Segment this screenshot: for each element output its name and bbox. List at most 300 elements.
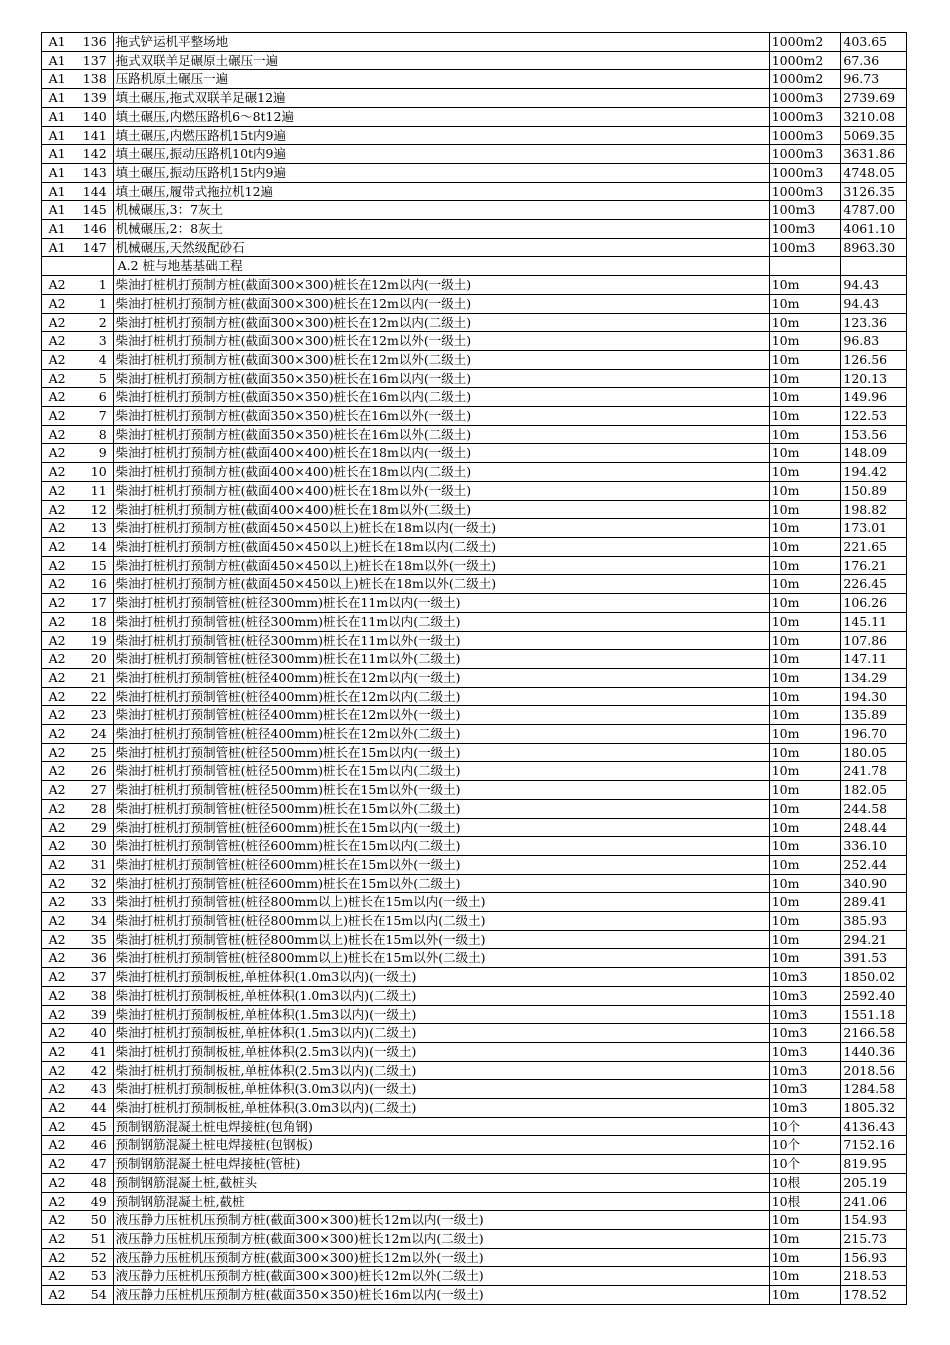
item-number: 37	[72, 968, 113, 987]
item-name: 柴油打桩机打预制管桩(桩径500mm)桩长在15m以内(二级土)	[113, 762, 769, 781]
unit: 10m	[769, 612, 841, 631]
item-name: 柴油打桩机打预制管桩(桩径500mm)桩长在15m以外(二级土)	[113, 799, 769, 818]
item-number: 46	[72, 1136, 113, 1155]
table-row	[42, 201, 907, 220]
table-row	[42, 332, 907, 351]
item-number: 44	[72, 1099, 113, 1118]
unit-price: 150.89	[841, 481, 907, 500]
table-row	[42, 612, 907, 631]
item-number: 25	[72, 743, 113, 762]
item-name: 柴油打桩机打预制管桩(桩径400mm)桩长在12m以内(一级土)	[113, 668, 769, 687]
unit-price: 173.01	[841, 519, 907, 538]
unit: 10m	[769, 668, 841, 687]
unit-price: 120.13	[841, 369, 907, 388]
chapter-code: A1	[42, 70, 73, 89]
item-name: 柴油打桩机打预制板桩,单桩体积(3.0m3以内)(一级土)	[113, 1080, 769, 1099]
item-name: 柴油打桩机打预制管桩(桩径800mm以上)桩长在15m以内(二级土)	[113, 912, 769, 931]
item-name: 柴油打桩机打预制方桩(截面400×400)桩长在18m以外(二级土)	[113, 500, 769, 519]
unit: 1000m2	[769, 33, 841, 52]
table-row	[42, 107, 907, 126]
chapter-code: A1	[42, 51, 73, 70]
item-number: 147	[72, 238, 113, 257]
table-row	[42, 1248, 907, 1267]
item-number: 146	[72, 220, 113, 239]
table-row	[42, 220, 907, 239]
item-name: 柴油打桩机打预制方桩(截面450×450以上)桩长在18m以外(二级土)	[113, 575, 769, 594]
unit-price: 94.43	[841, 294, 907, 313]
item-number: 137	[72, 51, 113, 70]
chapter-code: A2	[42, 556, 73, 575]
unit-price: 7152.16	[841, 1136, 907, 1155]
item-name: 柴油打桩机打预制板桩,单桩体积(1.5m3以内)(一级土)	[113, 1005, 769, 1024]
item-name: 预制钢筋混凝土桩,截桩头	[113, 1173, 769, 1192]
unit: 10m	[769, 949, 841, 968]
chapter-code: A2	[42, 1267, 73, 1286]
unit-price: 96.83	[841, 332, 907, 351]
table-row	[42, 930, 907, 949]
unit: 10m	[769, 743, 841, 762]
table-row	[42, 968, 907, 987]
table-row	[42, 706, 907, 725]
chapter-code: A1	[42, 145, 73, 164]
item-name: 柴油打桩机打预制管桩(桩径300mm)桩长在11m以外(一级土)	[113, 631, 769, 650]
unit-price: 218.53	[841, 1267, 907, 1286]
chapter-code: A1	[42, 33, 73, 52]
item-number: 47	[72, 1155, 113, 1174]
unit-price: 241.78	[841, 762, 907, 781]
unit: 10m	[769, 313, 841, 332]
unit-price: 248.44	[841, 818, 907, 837]
unit-price: 1850.02	[841, 968, 907, 987]
item-name: 柴油打桩机打预制管桩(桩径800mm以上)桩长在15m以内(一级土)	[113, 893, 769, 912]
unit: 10m	[769, 444, 841, 463]
chapter-code: A2	[42, 762, 73, 781]
unit: 10m	[769, 762, 841, 781]
unit-price: 1440.36	[841, 1042, 907, 1061]
table-row	[42, 238, 907, 257]
table-row	[42, 313, 907, 332]
chapter-code: A1	[42, 182, 73, 201]
item-number: 31	[72, 855, 113, 874]
item-number: 136	[72, 33, 113, 52]
table-row	[42, 1192, 907, 1211]
item-name: 柴油打桩机打预制方桩(截面450×450以上)桩长在18m以外(一级土)	[113, 556, 769, 575]
chapter-code: A1	[42, 126, 73, 145]
unit-price: 2166.58	[841, 1024, 907, 1043]
chapter-code: A2	[42, 1117, 73, 1136]
unit-price: 3631.86	[841, 145, 907, 164]
item-number: 45	[72, 1117, 113, 1136]
item-name: 柴油打桩机打预制管桩(桩径400mm)桩长在12m以外(二级土)	[113, 725, 769, 744]
table-row	[42, 388, 907, 407]
table-row	[42, 837, 907, 856]
item-name: 柴油打桩机打预制管桩(桩径800mm以上)桩长在15m以外(一级土)	[113, 930, 769, 949]
table-row	[42, 1211, 907, 1230]
table-row	[42, 1099, 907, 1118]
table-row	[42, 725, 907, 744]
table-row	[42, 1005, 907, 1024]
unit-price: 198.82	[841, 500, 907, 519]
item-number: 13	[72, 519, 113, 538]
table-row	[42, 500, 907, 519]
unit: 100m3	[769, 238, 841, 257]
chapter-code: A2	[42, 369, 73, 388]
item-number: 15	[72, 556, 113, 575]
table-row	[42, 463, 907, 482]
section-heading-row	[42, 257, 907, 276]
unit: 10m	[769, 463, 841, 482]
unit: 10m	[769, 725, 841, 744]
item-number: 7	[72, 407, 113, 426]
unit: 10根	[769, 1173, 841, 1192]
chapter-code: A1	[42, 220, 73, 239]
item-name: 柴油打桩机打预制方桩(截面450×450以上)桩长在18m以内(一级土)	[113, 519, 769, 538]
chapter-code: A2	[42, 1099, 73, 1118]
unit-price: 134.29	[841, 668, 907, 687]
unit-price: 403.65	[841, 33, 907, 52]
table-row	[42, 1042, 907, 1061]
unit: 10m	[769, 332, 841, 351]
unit-price: 391.53	[841, 949, 907, 968]
unit-price: 196.70	[841, 725, 907, 744]
chapter-code: A2	[42, 743, 73, 762]
item-number: 54	[72, 1286, 113, 1305]
unit-price: 156.93	[841, 1248, 907, 1267]
table-row	[42, 537, 907, 556]
unit: 10m	[769, 650, 841, 669]
unit: 10m3	[769, 1080, 841, 1099]
item-name: 柴油打桩机打预制方桩(截面400×400)桩长在18m以外(一级土)	[113, 481, 769, 500]
chapter-code: A2	[42, 612, 73, 631]
item-name: 填土碾压,振动压路机10t内9遍	[113, 145, 769, 164]
unit: 10m	[769, 631, 841, 650]
unit-price: 336.10	[841, 837, 907, 856]
unit: 10m3	[769, 1061, 841, 1080]
item-name: 压路机原土碾压一遍	[113, 70, 769, 89]
item-name: 柴油打桩机打预制板桩,单桩体积(2.5m3以内)(二级土)	[113, 1061, 769, 1080]
item-name: 液压静力压桩机压预制方桩(截面300×300)桩长12m以外(二级土)	[113, 1267, 769, 1286]
item-name: 柴油打桩机打预制方桩(截面350×350)桩长在16m以内(二级土)	[113, 388, 769, 407]
item-number: 20	[72, 650, 113, 669]
table-row	[42, 650, 907, 669]
item-number: 8	[72, 425, 113, 444]
item-name: 柴油打桩机打预制方桩(截面400×400)桩长在18m以内(二级土)	[113, 463, 769, 482]
unit: 10m3	[769, 986, 841, 1005]
unit: 10m	[769, 500, 841, 519]
table-row	[42, 519, 907, 538]
table-row	[42, 1173, 907, 1192]
item-name: 柴油打桩机打预制管桩(桩径600mm)桩长在15m以外(一级土)	[113, 855, 769, 874]
item-name: 柴油打桩机打预制板桩,单桩体积(1.0m3以内)(二级土)	[113, 986, 769, 1005]
unit-price: 226.45	[841, 575, 907, 594]
table-row	[42, 369, 907, 388]
unit: 10m	[769, 837, 841, 856]
unit: 10m	[769, 388, 841, 407]
item-number: 144	[72, 182, 113, 201]
chapter-code: A2	[42, 481, 73, 500]
chapter-code: A2	[42, 837, 73, 856]
item-number: 141	[72, 126, 113, 145]
unit-price: 182.05	[841, 781, 907, 800]
item-name: 柴油打桩机打预制板桩,单桩体积(2.5m3以内)(一级土)	[113, 1042, 769, 1061]
unit: 10m	[769, 294, 841, 313]
unit: 10m3	[769, 968, 841, 987]
item-name: 柴油打桩机打预制方桩(截面300×300)桩长在12m以外(一级土)	[113, 332, 769, 351]
item-name: 柴油打桩机打预制方桩(截面300×300)桩长在12m以内(一级土)	[113, 294, 769, 313]
chapter-code: A2	[42, 1042, 73, 1061]
chapter-code: A2	[42, 1061, 73, 1080]
chapter-code: A2	[42, 1080, 73, 1099]
table-row	[42, 1117, 907, 1136]
chapter-code: A2	[42, 1211, 73, 1230]
table-row	[42, 145, 907, 164]
unit-price: 149.96	[841, 388, 907, 407]
table-row	[42, 1230, 907, 1249]
chapter-code: A2	[42, 276, 73, 295]
chapter-code: A2	[42, 930, 73, 949]
item-number: 49	[72, 1192, 113, 1211]
unit-price: 1551.18	[841, 1005, 907, 1024]
item-name: 预制钢筋混凝土桩电焊接桩(包角钢)	[113, 1117, 769, 1136]
unit-price: 2018.56	[841, 1061, 907, 1080]
item-number: 28	[72, 799, 113, 818]
unit: 1000m2	[769, 70, 841, 89]
unit-price: 294.21	[841, 930, 907, 949]
table-row	[42, 51, 907, 70]
item-number: 41	[72, 1042, 113, 1061]
unit-price: 153.56	[841, 425, 907, 444]
table-row	[42, 556, 907, 575]
table-row	[42, 163, 907, 182]
unit: 1000m2	[769, 51, 841, 70]
unit: 10m	[769, 1211, 841, 1230]
unit: 10个	[769, 1155, 841, 1174]
chapter-code: A2	[42, 1192, 73, 1211]
item-number: 1	[72, 294, 113, 313]
item-name: 预制钢筋混凝土桩,截桩	[113, 1192, 769, 1211]
item-number: 50	[72, 1211, 113, 1230]
unit-price: 289.41	[841, 893, 907, 912]
table-row	[42, 1080, 907, 1099]
unit-price: 221.65	[841, 537, 907, 556]
unit-price: 94.43	[841, 276, 907, 295]
unit-price	[841, 257, 907, 276]
item-name: 柴油打桩机打预制方桩(截面300×300)桩长在12m以外(二级土)	[113, 350, 769, 369]
item-name: 预制钢筋混凝土桩电焊接桩(包钢板)	[113, 1136, 769, 1155]
chapter-code: A2	[42, 818, 73, 837]
table-row	[42, 874, 907, 893]
table-row	[42, 182, 907, 201]
item-number: 22	[72, 687, 113, 706]
item-name: 填土碾压,振动压路机15t内9遍	[113, 163, 769, 182]
item-name: 柴油打桩机打预制方桩(截面350×350)桩长在16m以外(一级土)	[113, 407, 769, 426]
unit: 1000m3	[769, 145, 841, 164]
table-row	[42, 855, 907, 874]
item-number: 17	[72, 594, 113, 613]
unit-price: 4136.43	[841, 1117, 907, 1136]
table-row	[42, 575, 907, 594]
item-number: 48	[72, 1173, 113, 1192]
item-number: 30	[72, 837, 113, 856]
item-name: 柴油打桩机打预制方桩(截面350×350)桩长在16m以外(二级土)	[113, 425, 769, 444]
unit: 10m	[769, 350, 841, 369]
chapter-code: A2	[42, 949, 73, 968]
chapter-code: A2	[42, 893, 73, 912]
chapter-code: A2	[42, 313, 73, 332]
item-name: 柴油打桩机打预制管桩(桩径300mm)桩长在11m以外(二级土)	[113, 650, 769, 669]
item-number: 142	[72, 145, 113, 164]
table-row	[42, 89, 907, 108]
unit: 10m	[769, 855, 841, 874]
unit: 10m	[769, 425, 841, 444]
item-name: 柴油打桩机打预制方桩(截面350×350)桩长在16m以内(一级土)	[113, 369, 769, 388]
unit-price: 1805.32	[841, 1099, 907, 1118]
chapter-code: A2	[42, 1024, 73, 1043]
unit: 10m3	[769, 1005, 841, 1024]
item-name: 柴油打桩机打预制板桩,单桩体积(1.0m3以内)(一级土)	[113, 968, 769, 987]
item-number: 53	[72, 1267, 113, 1286]
unit-price: 3210.08	[841, 107, 907, 126]
item-name: 填土碾压,履带式拖拉机12遍	[113, 182, 769, 201]
chapter-code: A2	[42, 1155, 73, 1174]
item-name: 柴油打桩机打预制方桩(截面450×450以上)桩长在18m以内(二级土)	[113, 537, 769, 556]
unit: 10m	[769, 1230, 841, 1249]
unit: 100m3	[769, 201, 841, 220]
chapter-code: A2	[42, 1230, 73, 1249]
chapter-code: A2	[42, 332, 73, 351]
unit: 10m	[769, 781, 841, 800]
table-row	[42, 1155, 907, 1174]
unit-price: 67.36	[841, 51, 907, 70]
item-number: 12	[72, 500, 113, 519]
item-number: 32	[72, 874, 113, 893]
unit-price: 176.21	[841, 556, 907, 575]
unit-price: 215.73	[841, 1230, 907, 1249]
unit: 10m	[769, 407, 841, 426]
unit-price: 180.05	[841, 743, 907, 762]
chapter-code: A2	[42, 668, 73, 687]
chapter-code: A2	[42, 631, 73, 650]
item-number: 18	[72, 612, 113, 631]
chapter-code: A2	[42, 1286, 73, 1305]
chapter-code: A2	[42, 294, 73, 313]
unit: 10m	[769, 519, 841, 538]
chapter-code: A2	[42, 650, 73, 669]
item-name: 柴油打桩机打预制板桩,单桩体积(1.5m3以内)(二级土)	[113, 1024, 769, 1043]
item-number: 143	[72, 163, 113, 182]
chapter-code: A2	[42, 706, 73, 725]
chapter-code: A1	[42, 238, 73, 257]
item-name: 柴油打桩机打预制方桩(截面300×300)桩长在12m以内(一级土)	[113, 276, 769, 295]
item-name: 柴油打桩机打预制管桩(桩径800mm以上)桩长在15m以外(二级土)	[113, 949, 769, 968]
table-row	[42, 893, 907, 912]
item-number	[72, 257, 113, 276]
item-name: 填土碾压,内燃压路机15t内9遍	[113, 126, 769, 145]
unit: 10m	[769, 1286, 841, 1305]
unit: 10m	[769, 818, 841, 837]
item-name: 柴油打桩机打预制板桩,单桩体积(3.0m3以内)(二级土)	[113, 1099, 769, 1118]
item-number: 34	[72, 912, 113, 931]
unit-price: 4061.10	[841, 220, 907, 239]
table-row	[42, 687, 907, 706]
unit: 10m	[769, 481, 841, 500]
item-name: 机械碾压,3：7灰土	[113, 201, 769, 220]
item-name: 液压静力压桩机压预制方桩(截面300×300)桩长12m以内(二级土)	[113, 1230, 769, 1249]
item-number: 140	[72, 107, 113, 126]
unit: 10m	[769, 594, 841, 613]
chapter-code: A2	[42, 986, 73, 1005]
unit-price: 147.11	[841, 650, 907, 669]
item-number: 52	[72, 1248, 113, 1267]
item-number: 39	[72, 1005, 113, 1024]
item-name: 液压静力压桩机压预制方桩(截面300×300)桩长12m以外(一级土)	[113, 1248, 769, 1267]
item-number: 29	[72, 818, 113, 837]
unit: 1000m3	[769, 126, 841, 145]
chapter-code: A2	[42, 874, 73, 893]
table-row	[42, 407, 907, 426]
table-row	[42, 1267, 907, 1286]
item-number: 21	[72, 668, 113, 687]
chapter-code: A2	[42, 519, 73, 538]
unit: 10个	[769, 1136, 841, 1155]
chapter-code: A1	[42, 201, 73, 220]
table-row	[42, 594, 907, 613]
item-number: 14	[72, 537, 113, 556]
chapter-code: A2	[42, 575, 73, 594]
item-number: 27	[72, 781, 113, 800]
item-name: 机械碾压,2：8灰土	[113, 220, 769, 239]
table-row	[42, 276, 907, 295]
item-name: 柴油打桩机打预制方桩(截面300×300)桩长在12m以内(二级土)	[113, 313, 769, 332]
table-row	[42, 949, 907, 968]
unit-price: 244.58	[841, 799, 907, 818]
unit-price: 96.73	[841, 70, 907, 89]
unit: 1000m3	[769, 107, 841, 126]
item-name: 柴油打桩机打预制管桩(桩径500mm)桩长在15m以外(一级土)	[113, 781, 769, 800]
table-row	[42, 126, 907, 145]
item-number: 6	[72, 388, 113, 407]
chapter-code: A2	[42, 725, 73, 744]
chapter-code: A2	[42, 463, 73, 482]
table-row	[42, 743, 907, 762]
item-name: 柴油打桩机打预制管桩(桩径300mm)桩长在11m以内(一级土)	[113, 594, 769, 613]
quota-table-body	[42, 33, 907, 1305]
unit-price: 4748.05	[841, 163, 907, 182]
unit: 10根	[769, 1192, 841, 1211]
section-title: A.2 桩与地基基础工程	[113, 257, 769, 276]
unit: 10m	[769, 930, 841, 949]
unit: 1000m3	[769, 182, 841, 201]
unit-price: 126.56	[841, 350, 907, 369]
chapter-code: A2	[42, 855, 73, 874]
item-number: 145	[72, 201, 113, 220]
unit-price: 3126.35	[841, 182, 907, 201]
table-row	[42, 986, 907, 1005]
chapter-code: A2	[42, 912, 73, 931]
unit	[769, 257, 841, 276]
table-row	[42, 781, 907, 800]
chapter-code: A2	[42, 1005, 73, 1024]
unit: 10m3	[769, 1099, 841, 1118]
item-name: 柴油打桩机打预制管桩(桩径600mm)桩长在15m以内(二级土)	[113, 837, 769, 856]
chapter-code: A2	[42, 425, 73, 444]
unit: 10m	[769, 276, 841, 295]
item-number: 38	[72, 986, 113, 1005]
unit-price: 819.95	[841, 1155, 907, 1174]
chapter-code: A2	[42, 968, 73, 987]
unit-price: 122.53	[841, 407, 907, 426]
item-number: 2	[72, 313, 113, 332]
